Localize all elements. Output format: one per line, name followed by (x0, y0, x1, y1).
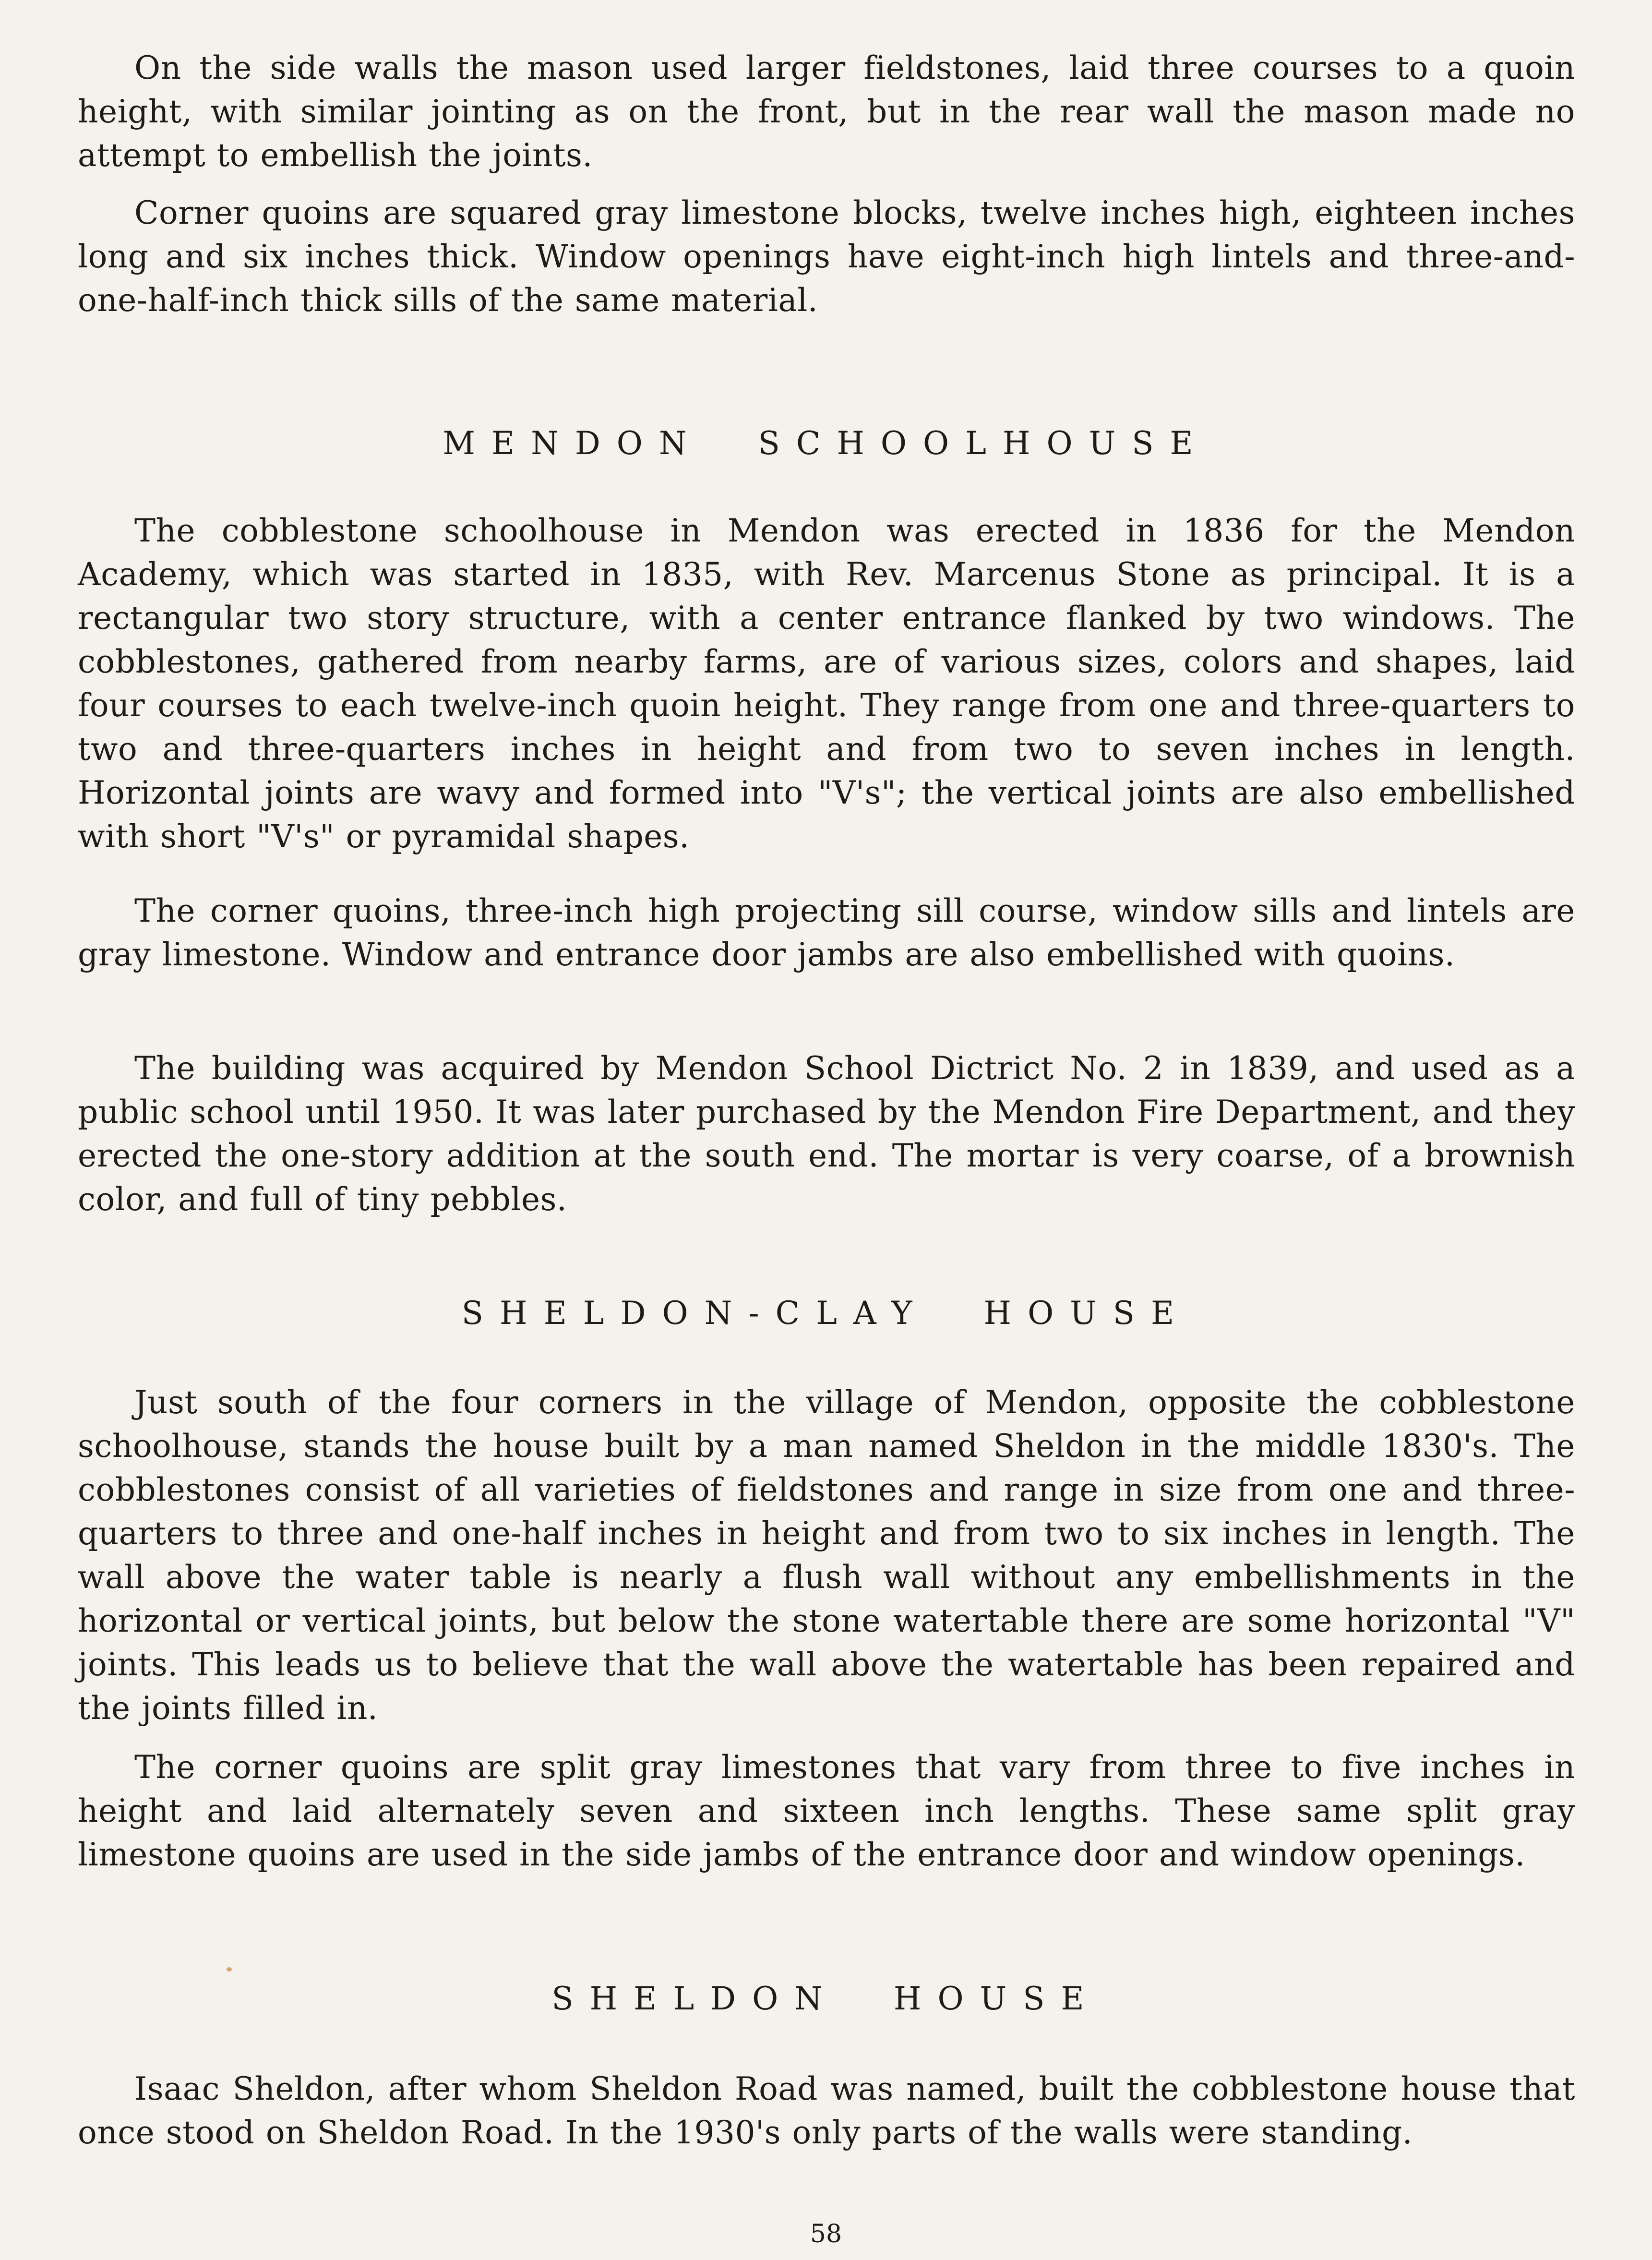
intro-paragraph-1: On the side walls the mason used larger fieldstones, laid three courses to a quoin height, with similar jointing as on the front, but in the rear wall the mason made no attempt to embellish the joints. (78, 49, 1575, 174)
section-heading-mendon-schoolhouse: MENDON SCHOOLHOUSE (443, 425, 1209, 462)
section-heading-sheldon-clay-house: SHELDON-CLAY HOUSE (461, 1295, 1191, 1332)
section-heading-sheldon-house: SHELDON HOUSE (551, 1980, 1101, 2017)
mendon-schoolhouse-paragraph-2: The corner quoins, three-inch high projecting sill course, window sills and lintels are gray limestone. Window and entrance door jambs are also embellished with quoins. (78, 892, 1575, 973)
page-number: 58 (810, 2220, 842, 2248)
mendon-schoolhouse-paragraph-1: The cobblestone schoolhouse in Mendon was erected in 1836 for the Mendon Academy, which was started in 1835, with Rev. Marcenus Stone as principal. It is a rectangular two story structure, with a center entrance flanked by two windows. The cobblestones, gathered from nearby farms, are of various sizes, colors and shapes, laid four courses to each twelve-inch quoin height. They range from one and three-quarters to two and three-quarters inches in height and from two to seven inches in length. Horizontal joints are wavy and formed into "V's"; the vertical joints are also embellished with short "V's" or pyramidal shapes. (78, 512, 1575, 855)
sheldon-clay-house-paragraph-1: Just south of the four corners in the village of Mendon, opposite the cobblestone schoolhouse, stands the house built by a man named Sheldon in the middle 1830's. The cobblestones consist of all varieties of fieldstones and range in size from one and three-quarters to three and one-half inches in height and from two to six inches in length. The wall above the water table is nearly a flush wall without any embellishments in the horizontal or vertical joints, but below the stone watertable there are some horizontal "V" joints. This leads us to believe that the wall above the watertable has been repaired and the joints filled in. (78, 1384, 1575, 1727)
mendon-schoolhouse-paragraph-3: The building was acquired by Mendon School Dictrict No. 2 in 1839, and used as a public school until 1950. It was later purchased by the Mendon Fire Department, and they erected the one-story addition at the south end. The mortar is very coarse, of a brownish color, and full of tiny pebbles. (78, 1050, 1575, 1218)
sheldon-clay-house-paragraph-2: The corner quoins are split gray limestones that vary from three to five inches in height and laid alternately seven and sixteen inch lengths. These same split gray limestone quoins are used in the side jambs of the entrance door and window openings. (78, 1749, 1575, 1873)
sheldon-house-paragraph-1: Isaac Sheldon, after whom Sheldon Road was named, built the cobblestone house that once stood on Sheldon Road. In the 1930's only parts of the walls were standing. (78, 2070, 1575, 2151)
intro-paragraph-2: Corner quoins are squared gray limestone blocks, twelve inches high, eighteen inches long and six inches thick. Window openings have eight-inch high lintels and three-and-one-half-inch thick sills of the same material. (78, 194, 1575, 319)
paper-speck (227, 1967, 232, 1971)
